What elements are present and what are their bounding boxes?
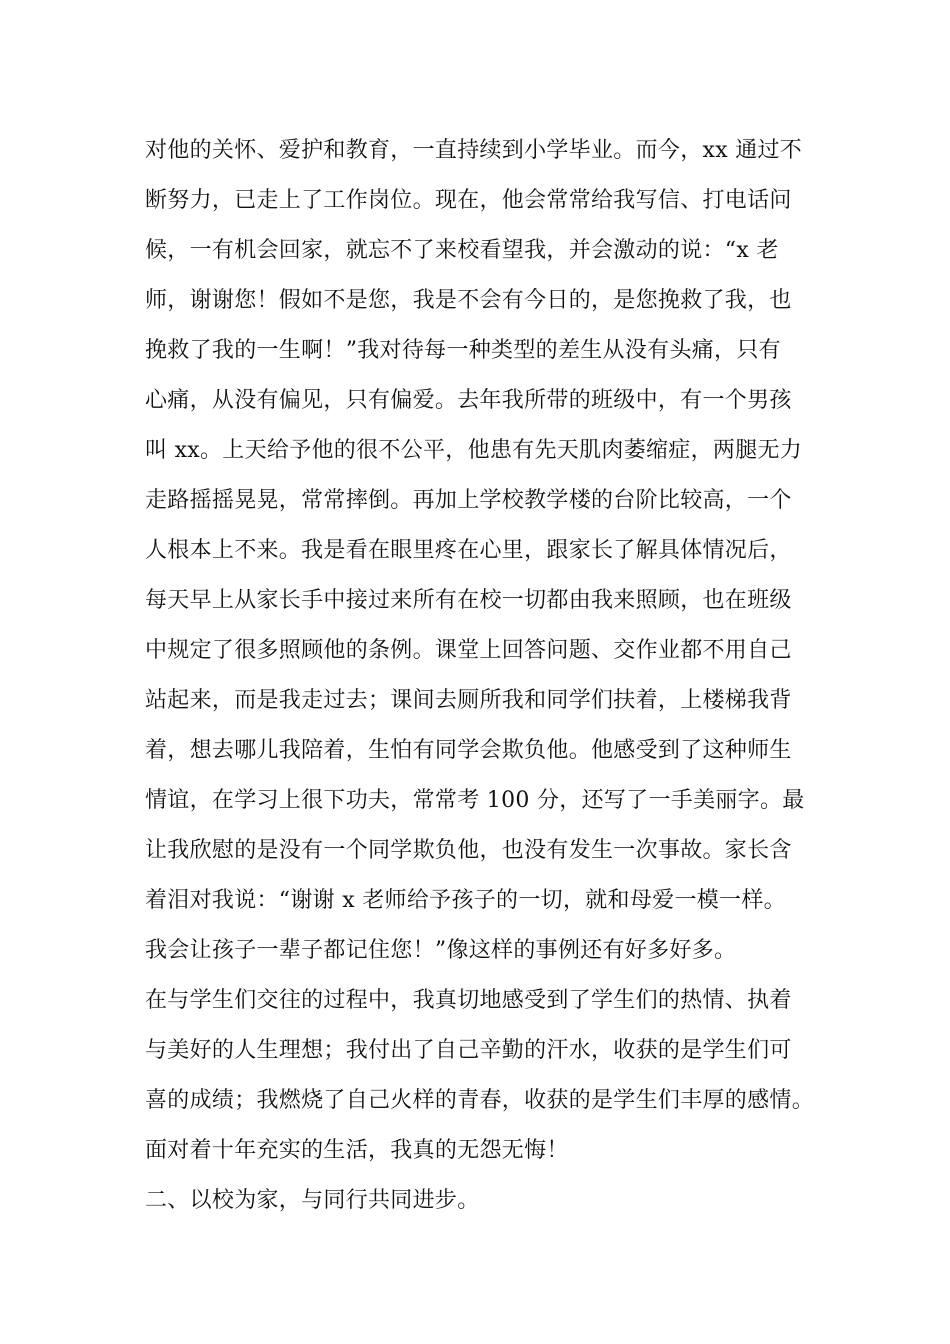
text-line: 着泪对我说：“谢谢 x 老师给予孩子的一切，就和母爱一模一样。 [145,888,786,913]
text-line: 我会让孩子一辈子都记住您！”像这样的事例还有好多好多。 [145,938,737,963]
text-line: 站起来，而是我走过去；课间去厕所我和同学们扶着，上楼梯我背 [145,688,792,713]
text-line: 喜的成绩；我燃烧了自己火样的青春，收获的是学生们丰厚的感情。 [145,1088,815,1113]
text-line: 在与学生们交往的过程中，我真切地感受到了学生们的热情、执着 [145,988,792,1013]
text-line: 挽救了我的一生啊！”我对待每一种类型的差生从没有头痛，只有 [145,338,781,363]
text-line: 心痛，从没有偏见，只有偏爱。去年我所带的班级中，有一个男孩 [145,388,792,413]
text-line: 面对着十年充实的生活，我真的无怨无悔！ [145,1138,569,1163]
text-line: 每天早上从家长手中接过来所有在校一切都由我来照顾，也在班级 [145,588,792,613]
text-line: 与美好的人生理想；我付出了自己辛勤的汗水，收获的是学生们可 [145,1038,792,1063]
text-line: 着，想去哪儿我陪着，生怕有同学会欺负他。他感受到了这种师生 [145,738,792,763]
section-heading: 二、以校为家，与同行共同进步。 [145,1188,480,1213]
text-line: 断努力，已走上了工作岗位。现在，他会常常给我写信、打电话问 [145,188,792,213]
text-line: 对他的关怀、爱护和教育，一直持续到小学毕业。而今，xx 通过不 [145,138,803,163]
text-line: 中规定了很多照顾他的条例。课堂上回答问题、交作业都不用自己 [145,638,792,663]
text-line: 候，一有机会回家，就忘不了来校看望我，并会激动的说：“x 老 [145,238,779,263]
text-line: 师，谢谢您！假如不是您，我是不会有今日的，是您挽救了我，也 [145,288,792,313]
text-line: 叫 xx。上天给予他的很不公平，他患有先天肌肉萎缩症，两腿无力 [145,438,803,463]
text-line: 情谊，在学习上很下功夫，常常考 100 分，还写了一手美丽字。最 [145,788,805,813]
text-line: 人根本上不来。我是看在眼里疼在心里，跟家长了解具体情况后， [145,538,792,563]
text-line: 走路摇摇晃晃，常常摔倒。再加上学校教学楼的台阶比较高，一个 [145,488,792,513]
text-line: 让我欣慰的是没有一个同学欺负他，也没有发生一次事故。家长含 [145,838,792,863]
